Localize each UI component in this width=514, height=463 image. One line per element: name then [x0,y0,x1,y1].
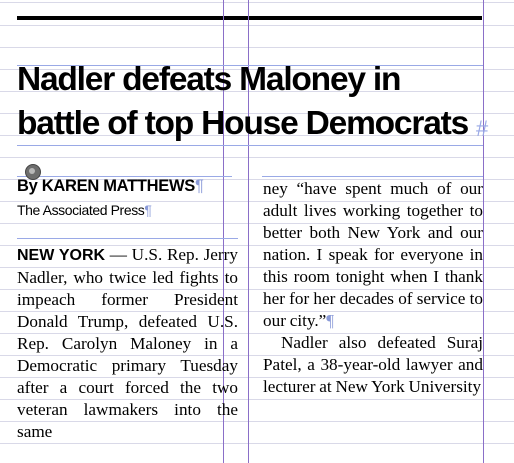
agency-name: The Associated Press [17,202,145,218]
dateline: NEW YORK [17,247,106,264]
byline-author: KAREN MATTHEWS [41,177,195,195]
headline[interactable] [17,58,497,146]
paragraph-2-text: Nadler also defeated Suraj Patel, a 38-year-old lawyer and lecturer at New York University [263,333,483,396]
paragraph-1 [263,178,483,332]
byline-prefix: By [17,177,42,195]
headline-pilcrow: # [476,116,489,141]
body-frame-top [17,238,238,239]
body-text-left: — U.S. Rep. Jerry Nadler, who twice led fights to impeach former President Donald Trump, defeated U.S. Rep. Carolyn Maloney in a Democratic primary Tuesday after a court forced the two veteran lawmakers into the same [17,245,238,441]
paragraph-1-pilcrow: ¶ [326,311,335,330]
body-column-right[interactable] [263,178,483,398]
right-frame-top [262,176,483,177]
agency-pilcrow: ¶ [144,202,152,218]
byline-pilcrow: ¶ [194,177,204,195]
paragraph-1-text: ney “have spent much of our adult lives working together to better both New York and our nation. I speak for everyone in this room tonight when I thank her for her decades of service to our city.” [263,179,483,330]
byline-agency[interactable] [17,202,152,218]
headline-line-1: Nadler defeats Maloney in [17,61,401,98]
body-column-left[interactable] [17,244,238,443]
paragraph-2 [263,332,483,398]
headline-line-2: battle of top House Democrats [17,105,469,142]
top-rule [17,16,482,20]
byline[interactable] [17,177,204,196]
